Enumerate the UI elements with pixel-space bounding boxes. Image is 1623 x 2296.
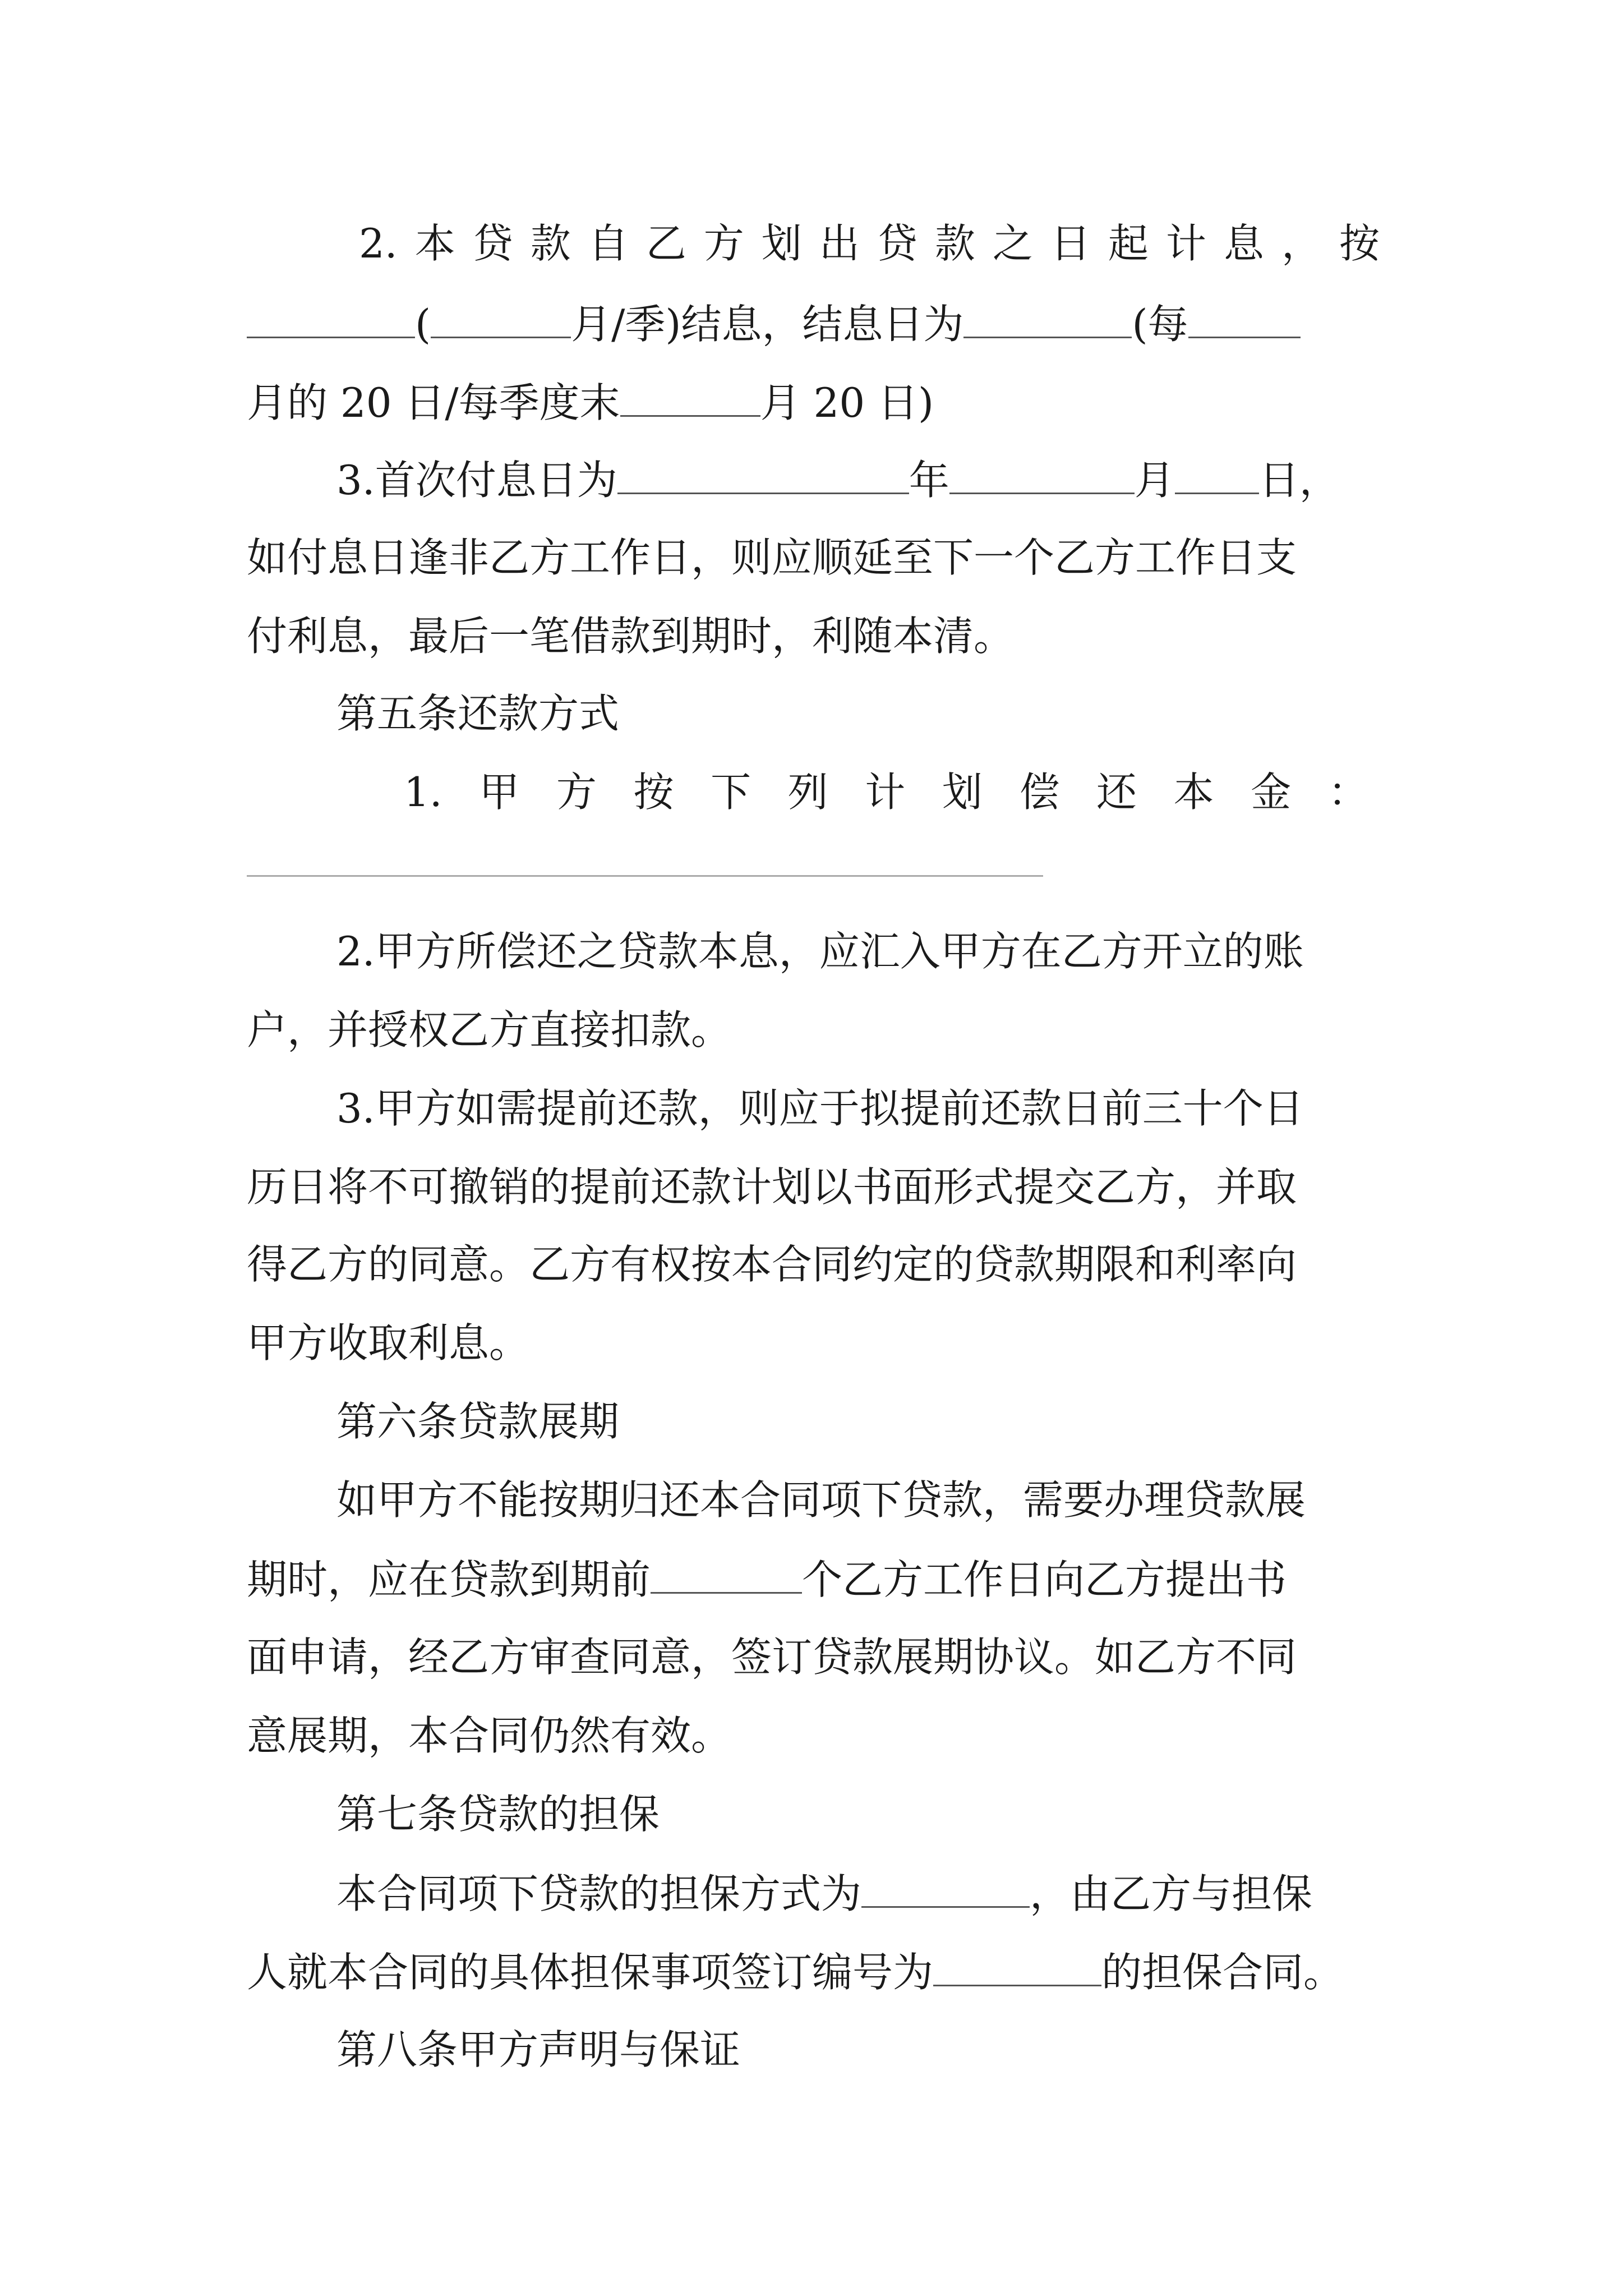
first-payment-line-1: 3.首次付息日为 年 月 日， — [336, 457, 1340, 504]
char: 1. — [404, 769, 442, 816]
repayment-item-2-line-1: 2.甲方所偿还之贷款本息，应汇入甲方在乙方开立的账 — [336, 928, 1304, 975]
blank-field — [617, 459, 909, 494]
char: 甲 — [479, 769, 520, 816]
char: 按 — [633, 769, 674, 816]
char: 列 — [787, 769, 828, 816]
char: 计 — [1165, 220, 1206, 267]
char: ： — [1327, 769, 1368, 816]
interest-clause-line-1 — [359, 220, 1380, 267]
blank-rule — [247, 875, 1043, 877]
interest-clause-line-3: 月的 20 日/每季度末 月 20 日) — [247, 379, 934, 426]
blank-field — [1175, 459, 1259, 494]
repayment-item-3-line-4: 甲方收取利息。 — [247, 1319, 530, 1366]
guarantee-line-1: 本合同项下贷款的担保方式为 ，由乙方与担保 — [336, 1870, 1313, 1917]
article-6-title: 第六条贷款展期 — [336, 1398, 620, 1445]
char: 偿 — [1019, 769, 1060, 816]
char: 起 — [1108, 220, 1149, 267]
extension-line-3: 面申请，经乙方审查同意，签订贷款展期协议。如乙方不同 — [247, 1634, 1297, 1681]
blank-field — [963, 303, 1132, 338]
interest-clause-line-2: ( 月/季)结息，结息日为 (每 — [247, 303, 1301, 344]
extension-line-1: 如甲方不能按期归还本合同项下贷款，需要办理贷款展 — [336, 1476, 1306, 1524]
repayment-item-2-line-2: 户，并授权乙方直接扣款。 — [247, 1006, 732, 1053]
char: 自 — [588, 220, 629, 267]
char: 方 — [556, 769, 597, 816]
char: 乙 — [645, 220, 686, 267]
char: 之 — [992, 220, 1033, 267]
char: 日 — [1050, 220, 1091, 267]
blank-field — [247, 303, 415, 338]
blank-field — [861, 1872, 1030, 1908]
char: 本 — [1173, 769, 1214, 816]
char: 还 — [1096, 769, 1137, 816]
char: 金 — [1251, 769, 1292, 816]
blank-field — [949, 459, 1135, 494]
char: 下 — [711, 769, 751, 816]
char: 出 — [819, 220, 860, 267]
extension-line-2: 期时，应在贷款到期前 个乙方工作日向乙方提出书 — [247, 1556, 1287, 1603]
char: 按 — [1339, 220, 1380, 267]
char: 本 — [414, 220, 455, 267]
article-8-title: 第八条甲方声明与保证 — [336, 2026, 741, 2073]
char: 计 — [865, 769, 906, 816]
blank-field — [431, 303, 571, 338]
char: ， — [1281, 220, 1322, 267]
char: 息 — [1223, 220, 1264, 267]
repayment-item-3-line-3: 得乙方的同意。乙方有权按本合同约定的贷款期限和利率向 — [247, 1241, 1297, 1288]
blank-field — [651, 1558, 802, 1594]
article-5-title: 第五条还款方式 — [336, 690, 620, 737]
blank-field — [1188, 303, 1301, 338]
blank-field — [933, 1951, 1101, 1986]
guarantee-line-2: 人就本合同的具体担保事项签订编号为 的担保合同。 — [247, 1949, 1344, 1996]
article-7-title: 第七条贷款的担保 — [336, 1791, 660, 1838]
char: 划 — [942, 769, 983, 816]
repayment-item-3-line-2: 历日将不可撤销的提前还款计划以书面形式提交乙方，并取 — [247, 1163, 1297, 1211]
blank-field — [620, 381, 760, 417]
char: 贷 — [877, 220, 917, 267]
repayment-plan-line — [404, 769, 1368, 816]
char: 款 — [934, 220, 975, 267]
char: 款 — [530, 220, 571, 267]
char: 方 — [703, 220, 744, 267]
char: 贷 — [472, 220, 513, 267]
char: 2. — [359, 220, 398, 267]
first-payment-line-3: 付利息，最后一笔借款到期时，利随本清。 — [247, 613, 1015, 660]
repayment-item-3-line-1: 3.甲方如需提前还款，则应于拟提前还款日前三十个日 — [336, 1085, 1304, 1132]
char: 划 — [761, 220, 802, 267]
first-payment-line-2: 如付息日逢非乙方工作日，则应顺延至下一个乙方工作日支 — [247, 534, 1297, 581]
extension-line-4: 意展期，本合同仍然有效。 — [247, 1712, 732, 1759]
